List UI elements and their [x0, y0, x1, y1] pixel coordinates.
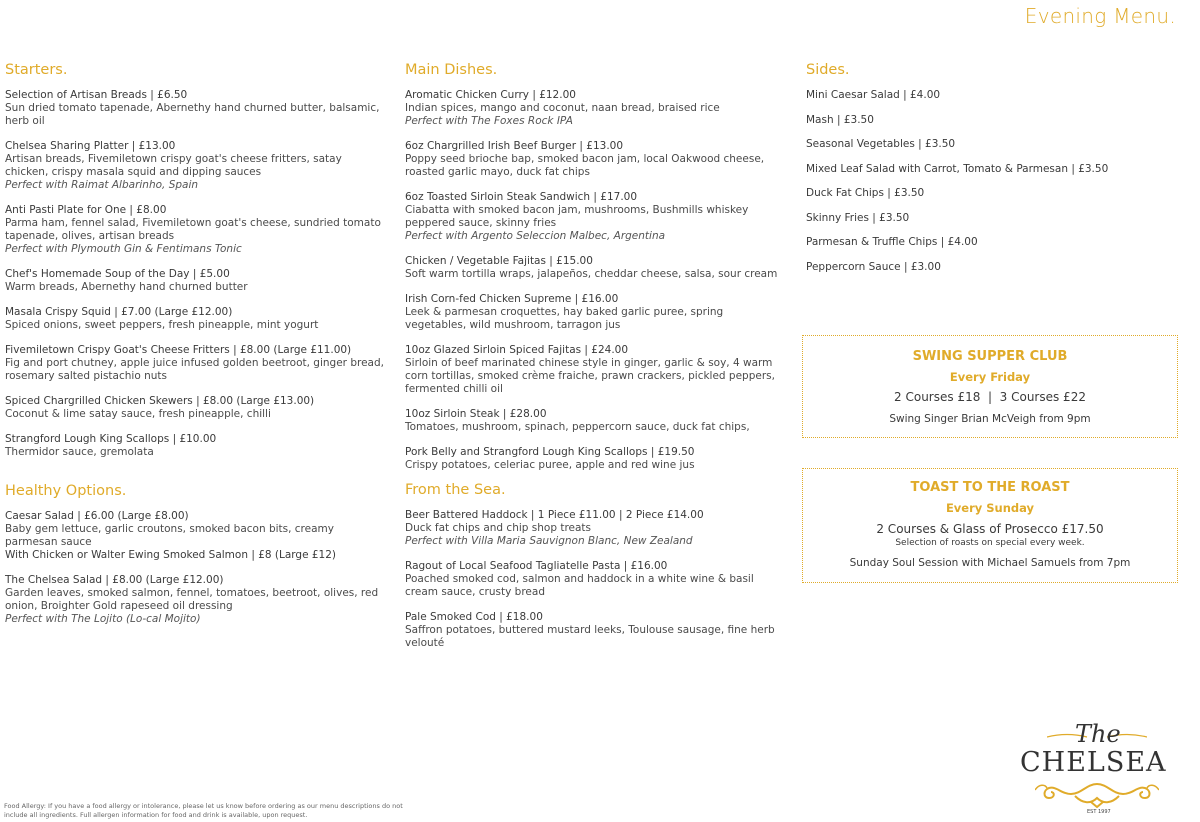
menu-item	[405, 293, 785, 332]
menu-item-description: Crispy potatoes, celeriac puree, apple and red wine jus	[405, 459, 695, 471]
menu-item-description: Ciabatta with smoked bacon jam, mushrooms, Bushmills whiskey peppered sauce, skinny fries	[405, 204, 749, 229]
roast-title: TOAST TO THE ROAST	[910, 480, 1070, 495]
menu-item-title: Aromatic Chicken Curry | £12.00	[405, 89, 576, 101]
swing-supper-club-box	[802, 335, 1178, 438]
roast-sub: Selection of roasts on special every week.	[895, 538, 1085, 548]
roast-day: Every Sunday	[945, 501, 1035, 515]
menu-item-description: Sirloin of beef marinated chinese style in ginger, garlic & soy, 4 warm corn tortillas, smoked crème fraiche, prawn crackers, pickled peppers, fermented chilli oil	[405, 357, 775, 395]
side-item: Peppercorn Sauce | £3.00	[806, 260, 941, 273]
menu-item-title: The Chelsea Salad | £8.00 (Large £12.00)	[5, 574, 224, 586]
menu-item-title: Selection of Artisan Breads | £6.50	[5, 89, 188, 101]
menu-item	[405, 140, 785, 179]
menu-item-description: Spiced onions, sweet peppers, fresh pineapple, mint yogurt	[5, 319, 319, 331]
menu-item	[405, 560, 785, 599]
page-title: Evening Menu.	[1024, 4, 1176, 28]
logo-the: The	[1075, 720, 1121, 748]
menu-item	[405, 344, 785, 396]
menu-item	[5, 433, 385, 459]
swing-day: Every Friday	[949, 370, 1031, 384]
menu-item-pairing: Perfect with Argento Seleccion Malbec, Argentina	[405, 230, 666, 242]
menu-item-description: Sun dried tomato tapenade, Abernethy hand churned butter, balsamic, herb oil	[5, 102, 380, 127]
side-item: Duck Fat Chips | £3.50	[806, 187, 925, 199]
menu-item-title: Strangford Lough King Scallops | £10.00	[5, 433, 217, 445]
menu-item-description: Poached smoked cod, salmon and haddock in a white wine & basil cream sauce, crusty bread	[405, 573, 754, 598]
swing-offer: 2 Courses £18 | 3 Courses £22	[894, 390, 1086, 404]
roast-offer: 2 Courses & Glass of Prosecco £17.50	[876, 522, 1104, 536]
menu-item-description: Fig and port chutney, apple juice infused golden beetroot, ginger bread, rosemary salted pistachio nuts	[5, 357, 384, 382]
section-heading-starters: Starters.	[5, 62, 68, 78]
menu-item	[5, 268, 385, 294]
menu-item	[405, 446, 785, 472]
roast-note: Sunday Soul Session with Michael Samuels from 7pm	[849, 557, 1131, 569]
side-item: Mash | £3.50	[806, 113, 874, 126]
menu-item-description: Parma ham, fennel salad, Fivemiletown goat's cheese, sundried tomato tapenade, olives, artisan breads	[5, 217, 381, 242]
menu-item-title: Anti Pasti Plate for One | £8.00	[5, 204, 167, 216]
swing-title: SWING SUPPER CLUB	[912, 349, 1068, 364]
menu-item	[405, 509, 785, 548]
chelsea-logo	[1017, 720, 1177, 820]
menu-item-title: Irish Corn-fed Chicken Supreme | £16.00	[405, 293, 619, 305]
allergy-notice: Food Allergy: If you have a food allergy or intolerance, please let us know before ordering as our menu descriptions do not include all ingredients. Full allergen information for food and drink is available, upon request.	[4, 802, 403, 819]
menu-item-description: Soft warm tortilla wraps, jalapeños, cheddar cheese, salsa, sour cream	[405, 268, 778, 280]
toast-to-the-roast-box	[802, 468, 1178, 583]
menu-item-title: Masala Crispy Squid | £7.00 (Large £12.00)	[5, 306, 233, 318]
menu-item-pairing: Perfect with Villa Maria Sauvignon Blanc, New Zealand	[405, 535, 693, 547]
menu-item-title: Caesar Salad | £6.00 (Large £8.00)	[5, 510, 189, 522]
side-item: Seasonal Vegetables | £3.50	[806, 138, 956, 150]
menu-item	[405, 191, 785, 243]
starters-list	[5, 89, 385, 459]
section-heading-sea: From the Sea.	[405, 482, 506, 498]
menu-item	[5, 395, 385, 421]
menu-item-description: Indian spices, mango and coconut, naan bread, braised rice	[405, 102, 720, 114]
menu-item	[5, 140, 385, 192]
section-heading-healthy: Healthy Options.	[5, 483, 127, 499]
healthy-list	[5, 510, 385, 626]
menu-item-pairing: Perfect with Plymouth Gin & Fentimans Tonic	[5, 243, 242, 255]
menu-item	[405, 255, 785, 281]
menu-item-description: Duck fat chips and chip shop treats	[405, 522, 592, 534]
column-sides	[806, 62, 1186, 285]
side-item: Parmesan & Truffle Chips | £4.00	[806, 236, 978, 248]
menu-item-title: 6oz Toasted Sirloin Steak Sandwich | £17.00	[405, 191, 638, 203]
menu-item	[405, 408, 785, 434]
menu-item-description: Baby gem lettuce, garlic croutons, smoked bacon bits, creamy parmesan sauce	[5, 523, 334, 548]
menu-item-title: Ragout of Local Seafood Tagliatelle Pasta | £16.00	[405, 560, 668, 572]
column-mains	[405, 62, 785, 662]
menu-item	[405, 89, 785, 128]
menu-item-title: 10oz Sirloin Steak | £28.00	[405, 408, 547, 420]
menu-item-extra: With Chicken or Walter Ewing Smoked Salmon | £8 (Large £12)	[5, 549, 337, 561]
menu-item-description: Artisan breads, Fivemiletown crispy goat's cheese fritters, satay chicken, crispy masala squid and dipping sauces	[5, 153, 342, 178]
menu-item-description: Coconut & lime satay sauce, fresh pineapple, chilli	[5, 408, 271, 420]
menu-item-description: Leek & parmesan croquettes, hay baked garlic puree, spring vegetables, wild mushroom, tarragon jus	[405, 306, 724, 331]
mains-list	[405, 89, 785, 472]
menu-item	[5, 306, 385, 332]
menu-item	[5, 574, 385, 626]
section-heading-mains: Main Dishes.	[405, 62, 498, 78]
logo-flourish-icon	[1035, 780, 1159, 808]
menu-item-title: Spiced Chargrilled Chicken Skewers | £8.00 (Large £13.00)	[5, 395, 315, 407]
swing-note: Swing Singer Brian McVeigh from 9pm	[889, 413, 1091, 425]
side-item: Skinny Fries | £3.50	[806, 211, 910, 224]
menu-item	[5, 89, 385, 128]
menu-item-title: Pale Smoked Cod | £18.00	[405, 611, 543, 623]
menu-item	[405, 611, 785, 650]
column-starters	[5, 62, 385, 638]
menu-item-title: Chelsea Sharing Platter | £13.00	[5, 140, 176, 152]
menu-item-description: Warm breads, Abernethy hand churned butter	[5, 281, 248, 293]
menu-item-description: Garden leaves, smoked salmon, fennel, tomatoes, beetroot, olives, red onion, Broighter Gold rapeseed oil dressing	[5, 587, 379, 612]
section-heading-sides: Sides.	[806, 62, 850, 78]
sides-list	[806, 89, 1186, 274]
logo-est: EST 1997	[1087, 809, 1111, 815]
menu-item-description: Poppy seed brioche bap, smoked bacon jam, local Oakwood cheese, roasted garlic mayo, duck fat chips	[405, 153, 765, 178]
menu-item	[5, 510, 385, 562]
menu-item-title: Chicken / Vegetable Fajitas | £15.00	[405, 255, 593, 267]
menu-item-description: Tomatoes, mushroom, spinach, peppercorn sauce, duck fat chips,	[405, 421, 750, 433]
side-item: Mini Caesar Salad | £4.00	[806, 89, 941, 101]
sea-list	[405, 509, 785, 650]
menu-item-pairing: Perfect with The Lojito (Lo-cal Mojito)	[5, 613, 201, 625]
logo-name: CHELSEA	[1020, 747, 1167, 778]
menu-item-pairing: Perfect with Raimat Albarinho, Spain	[5, 179, 199, 191]
menu-item-pairing: Perfect with The Foxes Rock IPA	[405, 115, 573, 127]
side-item: Mixed Leaf Salad with Carrot, Tomato & Parmesan | £3.50	[806, 162, 1109, 175]
menu-item-title: 10oz Glazed Sirloin Spiced Fajitas | £24.00	[405, 344, 629, 356]
menu-item	[5, 204, 385, 256]
menu-item-title: Pork Belly and Strangford Lough King Scallops | £19.50	[405, 446, 695, 458]
menu-item-description: Saffron potatoes, buttered mustard leeks, Toulouse sausage, fine herb velouté	[405, 624, 775, 649]
menu-item-title: Chef's Homemade Soup of the Day | £5.00	[5, 268, 230, 280]
menu-item-title: 6oz Chargrilled Irish Beef Burger | £13.00	[405, 140, 624, 152]
menu-item	[5, 344, 385, 383]
menu-item-description: Thermidor sauce, gremolata	[5, 446, 154, 458]
menu-item-title: Fivemiletown Crispy Goat's Cheese Fritters | £8.00 (Large £11.00)	[5, 344, 352, 356]
menu-item-title: Beer Battered Haddock | 1 Piece £11.00 | 2 Piece £14.00	[405, 509, 704, 521]
